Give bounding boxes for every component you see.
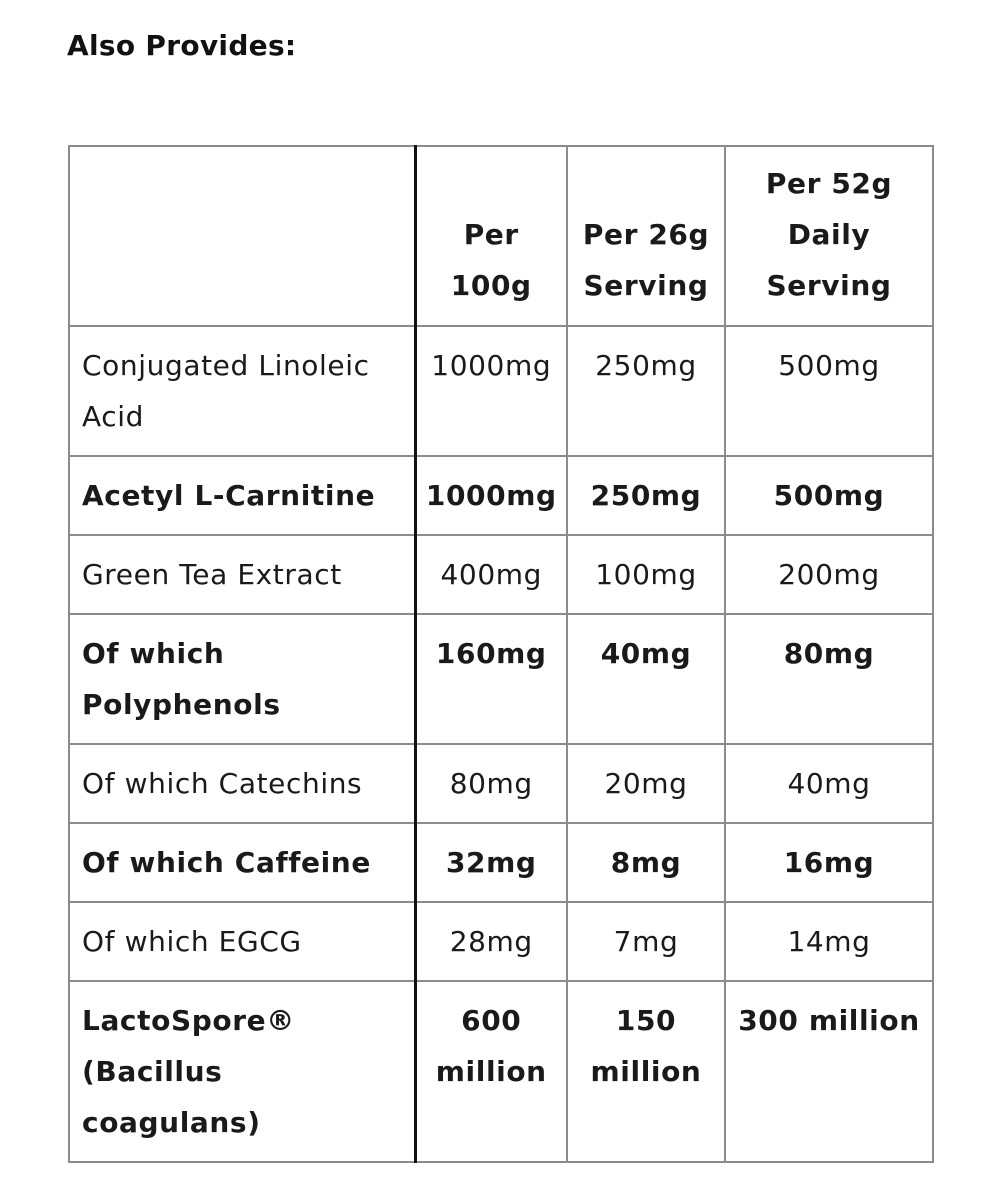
table-row [69, 823, 933, 902]
value-per-26g: 40mg [567, 614, 725, 744]
header-per-100g-line: Per [463, 218, 519, 251]
table-row [69, 744, 933, 823]
table-row [69, 902, 933, 981]
header-per-26g-serving [567, 146, 725, 326]
header-per-26g-line: Serving [583, 269, 709, 302]
header-per-26g-line: Per 26g [582, 218, 710, 251]
row-label: Acetyl L-Carnitine [69, 456, 415, 535]
row-label: Of which Catechins [69, 744, 415, 823]
table-body [69, 326, 933, 1162]
value-per-100g: 400mg [415, 535, 567, 614]
value-per-52g: 16mg [725, 823, 933, 902]
header-per-100g [415, 146, 567, 326]
row-label: Of which EGCG [69, 902, 415, 981]
header-row [69, 146, 933, 326]
value-per-52g: 300 million [725, 981, 933, 1162]
value-per-52g: 200mg [725, 535, 933, 614]
value-per-52g: 500mg [725, 456, 933, 535]
table-row [69, 535, 933, 614]
value-per-26g: 8mg [567, 823, 725, 902]
value-per-26g: 20mg [567, 744, 725, 823]
header-per-52g-line: Serving [766, 269, 892, 302]
value-per-100g: 600 million [415, 981, 567, 1162]
section-heading: Also Provides: [67, 29, 297, 62]
value-per-52g: 500mg [725, 326, 933, 456]
value-per-52g: 40mg [725, 744, 933, 823]
nutrition-table [68, 145, 934, 1163]
value-per-52g: 14mg [725, 902, 933, 981]
value-per-100g: 160mg [415, 614, 567, 744]
value-per-26g: 100mg [567, 535, 725, 614]
table-row [69, 456, 933, 535]
value-per-100g: 28mg [415, 902, 567, 981]
value-per-100g: 32mg [415, 823, 567, 902]
value-per-26g: 250mg [567, 456, 725, 535]
value-per-26g: 150 million [567, 981, 725, 1162]
table-row [69, 614, 933, 744]
table-row [69, 326, 933, 456]
value-per-100g: 1000mg [415, 326, 567, 456]
row-label: Of which Caffeine [69, 823, 415, 902]
row-label: Conjugated Linoleic Acid [69, 326, 415, 456]
header-per-52g-line: Daily [787, 218, 871, 251]
value-per-52g: 80mg [725, 614, 933, 744]
header-per-52g-daily-serving [725, 146, 933, 326]
table-row [69, 981, 933, 1162]
header-per-100g-line: 100g [450, 269, 532, 302]
value-per-100g: 80mg [415, 744, 567, 823]
row-label: Of which Polyphenols [69, 614, 415, 744]
value-per-100g: 1000mg [415, 456, 567, 535]
row-label: LactoSpore® (Bacillus coagulans) [69, 981, 415, 1162]
value-per-26g: 7mg [567, 902, 725, 981]
header-per-52g-line: Per 52g [765, 167, 893, 200]
table-header [69, 146, 933, 326]
row-label: Green Tea Extract [69, 535, 415, 614]
header-empty-cell [69, 146, 415, 326]
value-per-26g: 250mg [567, 326, 725, 456]
